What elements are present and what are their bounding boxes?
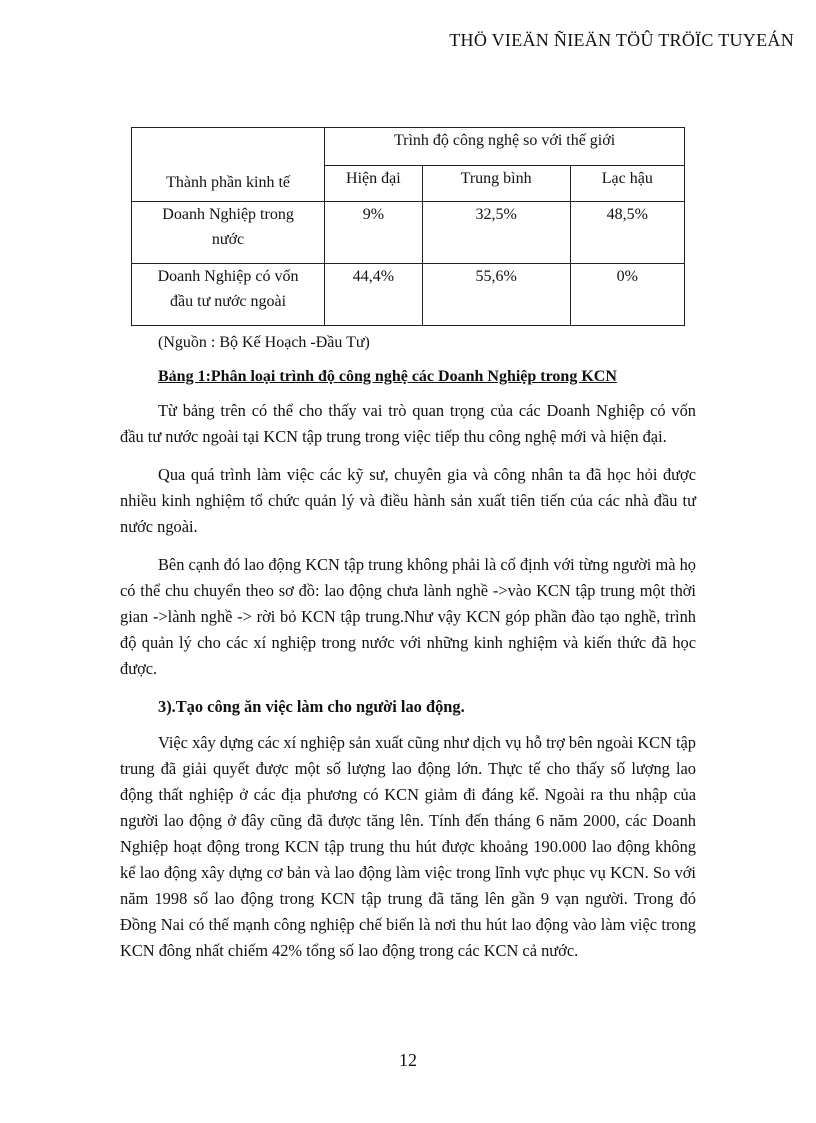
group-header-cell	[325, 128, 685, 166]
section-heading: 3).Tạo công ăn việc làm cho người lao động.	[158, 697, 465, 716]
table-source: (Nguồn : Bộ Kế Hoạch -Đầu Tư)	[158, 334, 370, 351]
column-header: Hiện đại	[325, 166, 423, 202]
row-name-cell	[132, 202, 325, 264]
table-cell: 44,4%	[325, 264, 423, 326]
column-header: Trung bình	[422, 166, 570, 202]
group-header-label: Trình độ công nghệ so với thế giới	[393, 132, 616, 149]
row-name-line: đầu tư nước ngoài	[170, 293, 287, 310]
page-number: 12	[399, 1050, 417, 1070]
table-caption: Bảng 1:Phân loại trình độ công nghệ các Doanh Nghiệp trong KCN	[158, 368, 617, 385]
technology-table	[131, 127, 685, 326]
paragraph: Từ bảng trên có thể cho thấy vai trò quan trọng của các Doanh Nghiệp có vốn đầu tư nước ngoài tại KCN tập trung trong việc tiếp thu công nghệ mới và hiện đại.	[120, 401, 696, 446]
paragraph: Bên cạnh đó lao động KCN tập trung không phải là cố định với từng người mà họ có thể chu chuyển theo sơ đồ: lao động chưa lành nghề ->vào KCN tập trung một thời gian ->lành nghề -> rời bỏ KCN tập trung.Như vậy KCN góp phần đào tạo nghề, trình độ quản lý cho các xí nghiệp trong nước với những kinh nghiệm và kiến thức đã học được.	[120, 555, 696, 678]
table-cell: 9%	[325, 202, 423, 264]
paragraph: Việc xây dựng các xí nghiệp sản xuất cũng như dịch vụ hỗ trợ bên ngoài KCN tập trung đã giải quyết được một số lượng lao động lớn. Thực tế cho thấy số lượng lao động thất nghiệp ở các địa phương có KCN giảm đi đáng kể. Ngoài ra thu nhập của người lao động ở đây cũng đã được tăng lên. Tính đến tháng 6 năm 2000, các Doanh Nghiệp hoạt động trong KCN tập trung thu hút được khoảng 190.000 lao động không kể lao động xây dựng cơ bản và lao động làm việc trong lĩnh vực phục vụ KCN. So với năm 1998 số lao động trong KCN tập trung đã tăng lên gần 9 vạn người. Trong đó Đồng Nai có thế mạnh công nghiệp chế biến là nơi thu hút lao động vào làm việc trong KCN đông nhất chiếm 42% tổng số lao động trong các KCN cả nước.	[120, 733, 696, 960]
row-name-line: Doanh Nghiệp có vốn	[157, 268, 299, 285]
paragraph: Qua quá trình làm việc các kỹ sư, chuyên gia và công nhân ta đã học hỏi được nhiều kinh nghiệm tổ chức quản lý và điều hành sản xuất tiên tiến của các nhà đầu tư nước ngoài.	[120, 465, 696, 536]
table-row	[132, 264, 685, 326]
table-cell: 48,5%	[570, 202, 684, 264]
table-row	[132, 202, 685, 264]
row-header-cell	[132, 128, 325, 202]
table-cell: 55,6%	[422, 264, 570, 326]
table-cell: 32,5%	[422, 202, 570, 264]
table-cell: 0%	[570, 264, 684, 326]
row-name-line: nước	[211, 231, 245, 248]
table-header-row	[132, 128, 685, 166]
column-header: Lạc hậu	[570, 166, 684, 202]
row-header-label: Thành phần kinh tế	[166, 174, 291, 191]
row-name-line: Doanh Nghiệp trong	[162, 206, 294, 223]
body-text	[120, 398, 696, 976]
page-header: THÖ VIEÄN ÑIEÄN TÖÛ TRÖÏC TUYEÁN	[449, 30, 794, 50]
row-name-cell	[132, 264, 325, 326]
